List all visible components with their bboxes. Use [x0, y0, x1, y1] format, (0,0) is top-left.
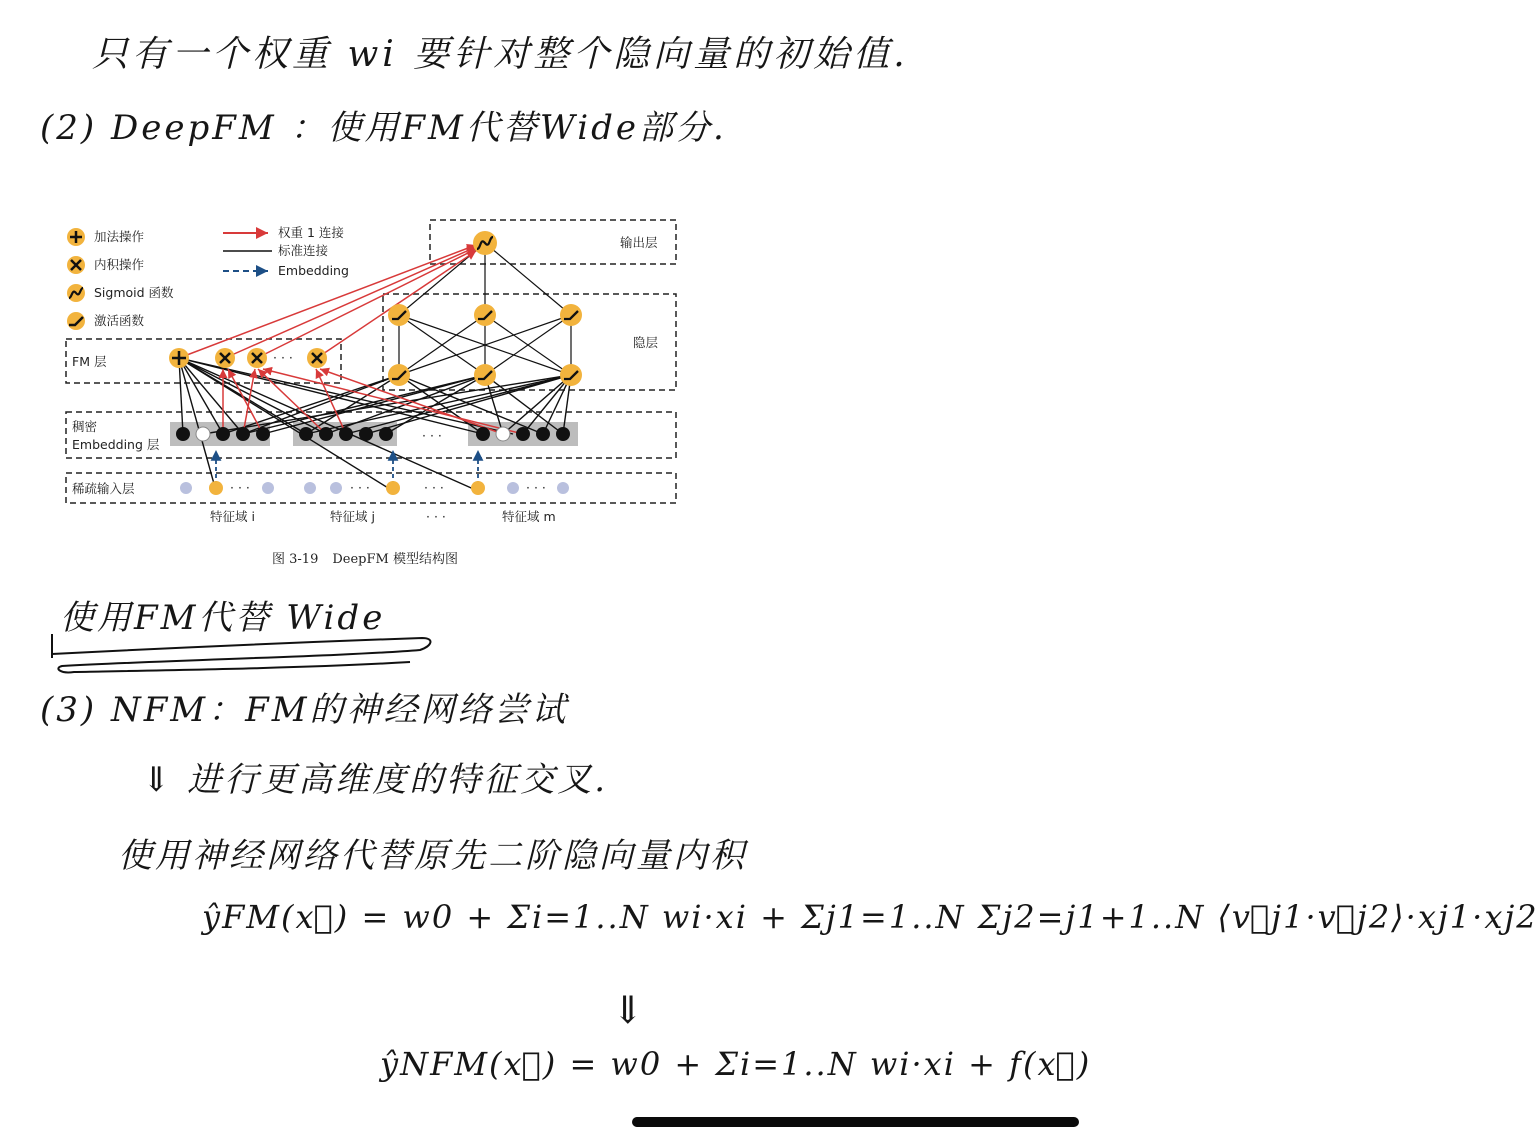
legend-standard-label: 标准连接	[278, 243, 329, 258]
note-line-2: (2) DeepFM ：使用FM代替Wide部分.	[40, 108, 727, 148]
home-indicator-bar	[632, 1117, 1079, 1127]
legend-add	[67, 228, 145, 246]
legend-activation	[67, 312, 145, 330]
fm-layer-box	[66, 339, 341, 383]
caption-number: 图 3-19	[272, 552, 319, 567]
field-label-m: 特征域 m	[502, 509, 556, 524]
sparse-layer-label: 稀疏输入层	[72, 481, 135, 496]
field-label-j: 特征域 j	[330, 509, 375, 524]
output-layer-label: 输出层	[620, 235, 658, 250]
note-line-4: (3) NFM：FM的神经网络尝试	[40, 690, 569, 730]
sparse-ellipsis-2: · · ·	[350, 480, 370, 495]
legend-sigmoid	[67, 284, 174, 302]
hidden-layer-label: 隐层	[633, 335, 659, 350]
field-ellipsis: · · ·	[426, 509, 446, 524]
dense-layer-label-2: Embedding 层	[72, 437, 160, 452]
legend-add-label: 加法操作	[94, 229, 145, 244]
equation-nfm: ŷNFM(x⃗) = w0 + Σi=1..N wi·xi + f(x⃗)	[380, 1045, 1092, 1083]
note-line-6: 使用神经网络代替原先二阶隐向量内积	[118, 836, 747, 876]
note-line-5: ⇓ 进行更高维度的特征交叉.	[142, 760, 609, 800]
note-line-3: 使用FM代替 Wide	[60, 598, 386, 638]
caption-title: DeepFM 模型结构图	[332, 552, 458, 567]
output-node	[473, 231, 497, 255]
deepfm-figure	[58, 205, 688, 535]
legend-sigmoid-label: Sigmoid 函数	[94, 285, 174, 300]
sparse-ellipsis-4: · · ·	[526, 480, 546, 495]
legend-inner	[67, 256, 145, 274]
legend-standard	[223, 243, 329, 258]
legend-inner-label: 内积操作	[94, 257, 145, 272]
fm-layer-label: FM 层	[72, 354, 107, 369]
figure-caption	[272, 548, 472, 567]
legend-embedding-label: Embedding	[278, 263, 349, 278]
field-label-i: 特征域 i	[210, 509, 255, 524]
dense-layer-label-1: 稠密	[72, 419, 98, 434]
legend-embedding	[223, 263, 349, 278]
fm-ellipsis: · · ·	[273, 350, 293, 365]
dense-ellipsis: · · ·	[422, 428, 442, 443]
equation-fm: ŷFM(x⃗) = w0 + Σi=1..N wi·xi + Σj1=1..N Σj2=j1+1..N ⟨v⃗j1·v⃗j2⟩·xj1·xj2	[202, 898, 1539, 936]
down-arrow-icon: ⇓	[612, 988, 647, 1032]
sparse-nodes	[180, 480, 569, 495]
sparse-ellipsis-3: · · ·	[424, 480, 444, 495]
legend-weight1-label: 权重 1 连接	[278, 225, 344, 240]
note-line-1: 只有一个权重 wi 要针对整个隐向量的初始值.	[92, 34, 909, 75]
scribble-underline	[50, 628, 440, 678]
legend-activation-label: 激活函数	[94, 313, 145, 328]
deepfm-diagram-svg	[58, 205, 688, 535]
legend-weight1	[223, 225, 344, 240]
sparse-ellipsis-1: · · ·	[230, 480, 250, 495]
